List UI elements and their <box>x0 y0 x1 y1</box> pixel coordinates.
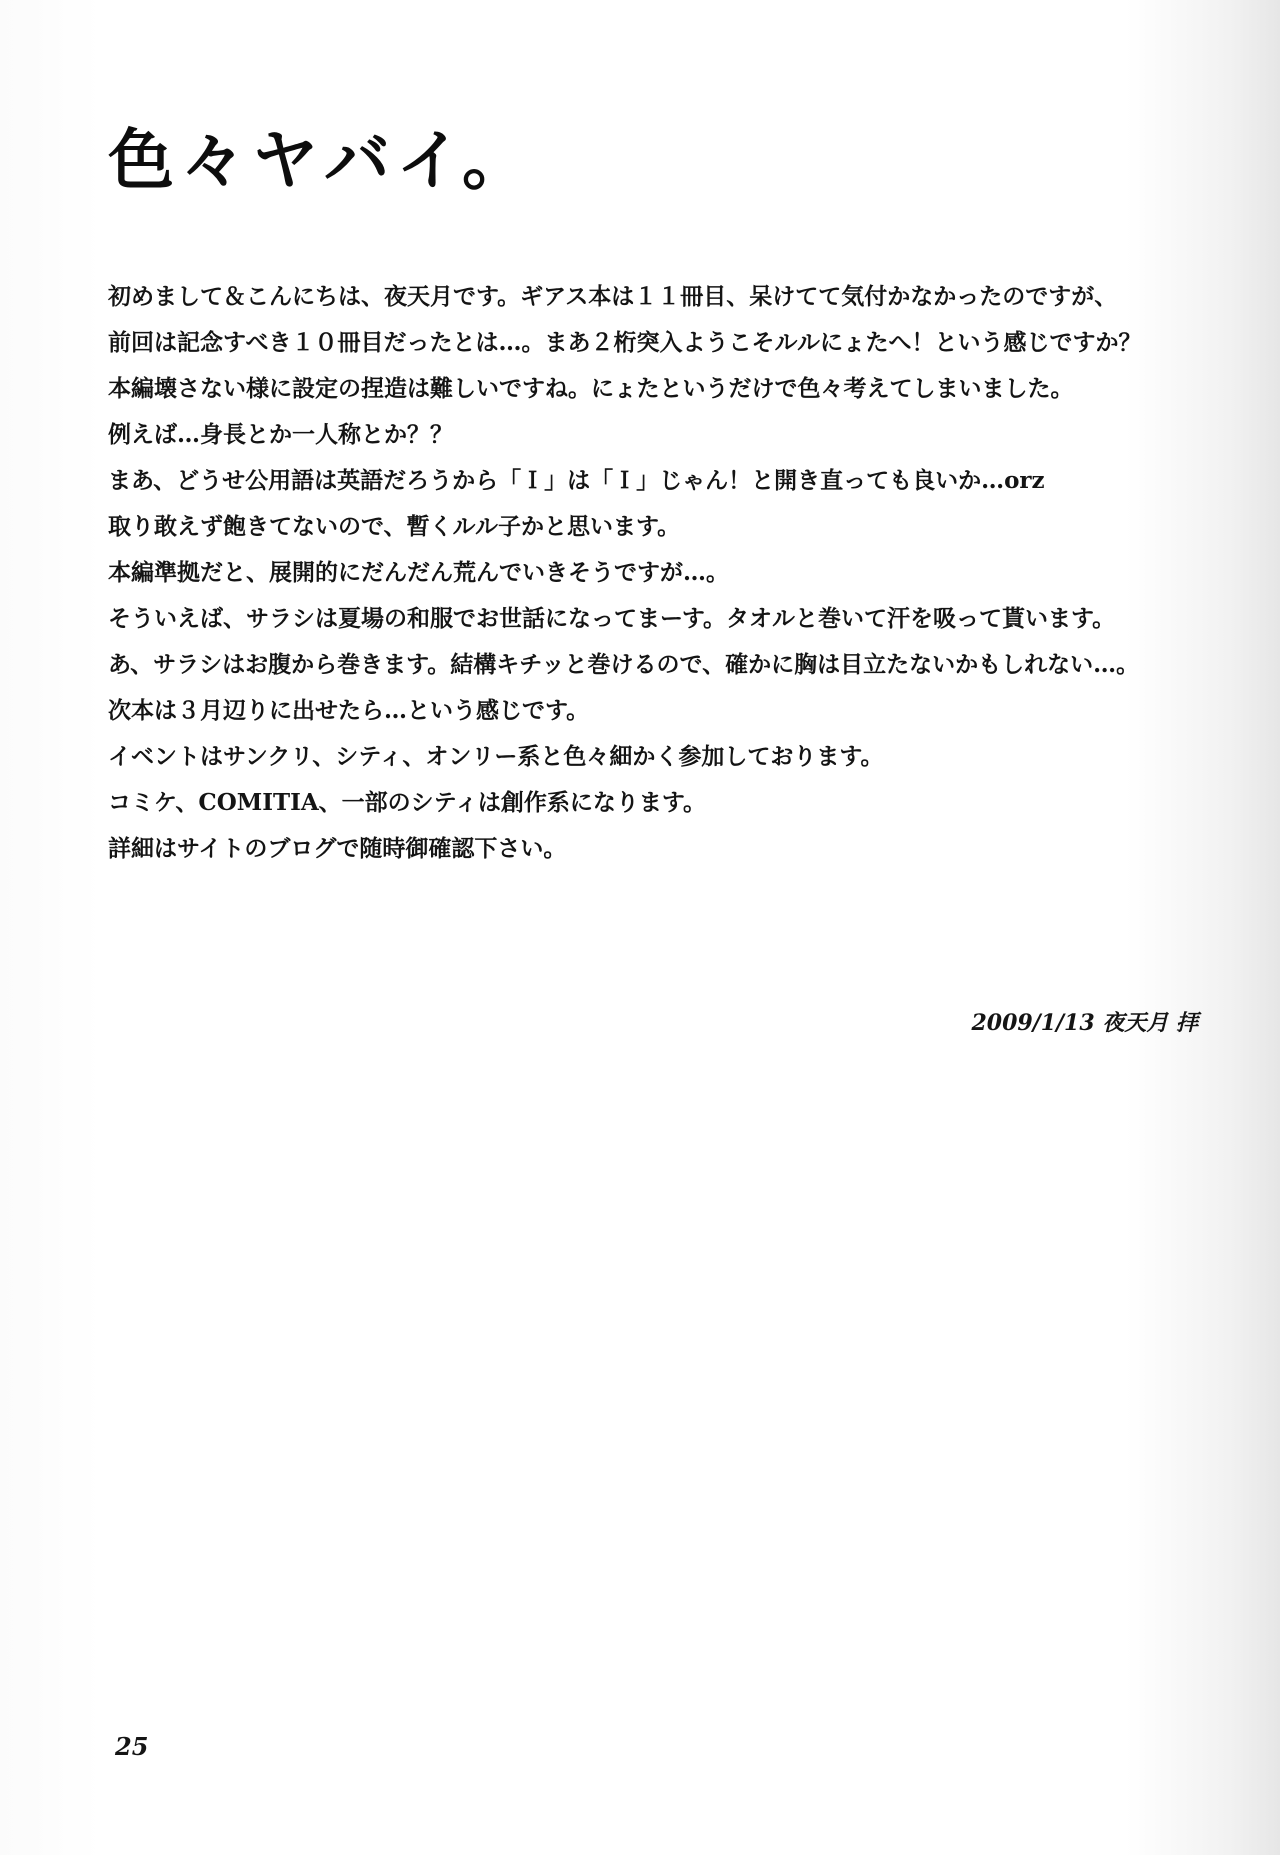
body-line: 本編準拠だと、展開的にだんだん荒んでいきそうですが…。 <box>108 559 729 586</box>
body-line: 次本は３月辺りに出せたら…という感じです。 <box>108 697 590 724</box>
page-number: 25 <box>115 1732 149 1761</box>
body-line: 詳細はサイトのブログで随時御確認下さい。 <box>108 835 567 862</box>
body-line: そういえば、サラシは夏場の和服でお世話になってまーす。タオルと巻いて汗を吸って貰います。 <box>108 605 1116 632</box>
body-line: イベントはサンクリ、シティ、オンリー系と色々細かく参加しております。 <box>108 743 884 770</box>
body-line: あ、サラシはお腹から巻きます。結構キチッと巻けるので、確かに胸は目立たないかもしれない…。 <box>108 651 1140 678</box>
body-line: コミケ、COMITIA、一部のシティは創作系になります。 <box>108 789 706 816</box>
body-line: まあ、どうせ公用語は英語だろうから「Ｉ」は「Ｉ」じゃん！と開き直っても良いか…orz <box>108 467 1045 494</box>
body-text <box>108 274 1218 872</box>
body-line: 例えば…身長とか一人称とか？？ <box>108 421 453 448</box>
signature-date: 2009/1/13 夜天月 拝 <box>971 1010 1198 1036</box>
body-line: 初めまして＆こんにちは、夜天月です。ギアス本は１１冊目、呆けてて気付かなかったのですが、 <box>108 283 1118 310</box>
body-line: 本編壊さない様に設定の捏造は難しいですね。にょたというだけで色々考えてしまいました。 <box>108 375 1074 402</box>
body-line: 取り敢えず飽きてないので、暫くルル子かと思います。 <box>108 513 681 540</box>
page-title: 色々ヤバイ。 <box>108 122 535 199</box>
body-line: 前回は記念すべき１０冊目だったとは…。まあ２桁突入ようこそルルにょたへ！という感じですか？ <box>108 329 1142 356</box>
